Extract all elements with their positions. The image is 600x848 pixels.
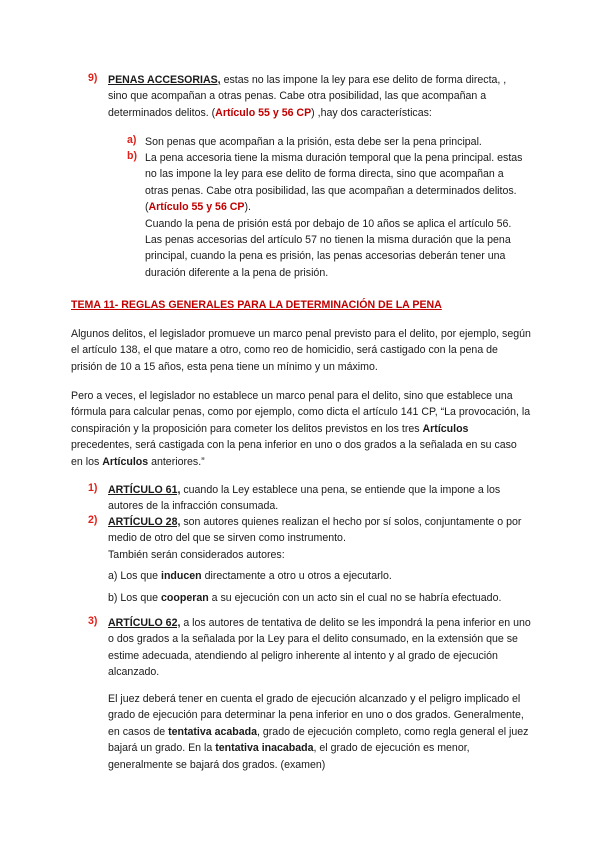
list-item-3-paragraph-2 [108, 691, 533, 773]
option-b-text-1: b) Los que [108, 592, 162, 604]
item3-p2-text-3: , el grado de ejecución es menor, generalmente se bajará dos grados. (examen) [108, 742, 470, 771]
list-item-2-heading: ARTÍCULO 28, [108, 516, 181, 528]
list-item-1 [108, 482, 533, 515]
list-item-3 [108, 615, 533, 681]
list-item-2-text: son autores quienes realizan el hecho por sí solos, conjuntamente o por medio de otro del que se sirven como instrumento. [108, 516, 522, 545]
item9-paragraph [108, 72, 518, 121]
item9-sub-b-1: La pena accesoria tiene la misma duración temporal que la pena principal. estas no las impone la ley para ese delito de forma directa, sino que acompañan a otras penas. Cabe otra posibilidad, las que acompañan a determinados delitos. ( [145, 152, 523, 214]
item9-text-a: estas no las impone la ley para ese delito de forma directa, , sino que acompañan a otras penas. Cabe otra posibilidad, las que acompañan a determinados delitos. ( [108, 74, 507, 119]
item9-ref: Artículo 55 y 56 CP [215, 106, 312, 119]
list-number-1: 1) [88, 482, 98, 494]
list-item-2-option-b [108, 590, 533, 606]
tema-title: TEMA 11- REGLAS GENERALES PARA LA DETERMINACIÓN DE LA PENA [71, 299, 442, 311]
item9-text-b: ) ,hay dos características: [311, 106, 432, 119]
item3-p2-text-2: , grado de ejecución completo, como regla general el juez bajará un grado. En la [108, 725, 529, 755]
item3-p2-bold-2: tentativa inacabada [215, 742, 314, 755]
list-item-3-heading: ARTÍCULO 62, [108, 617, 181, 629]
option-a-text-1: a) Los que [108, 570, 162, 582]
paragraph-1: Algunos delitos, el legislador promueve un marco penal previsto para el delito, por ejemplo, según el artículo 138, el que matare a otro, como reo de homicidio, será castigado con la pena de prisión de 10 a 15 años, esta pena tiene un mínimo y un máximo. [71, 328, 531, 373]
list-item-2 [108, 514, 533, 563]
sub-letter-b: b) [127, 150, 137, 162]
item9-sub-b-3: Cuando la pena de prisión está por debajo de 10 años se aplica el artículo 56. [145, 217, 512, 230]
paragraph-2-text-3: anteriores.” [148, 455, 205, 468]
option-b-bold: cooperan [161, 592, 209, 604]
paragraph-2 [71, 388, 531, 470]
item9-sub-b-ref: Artículo 55 y 56 CP [148, 201, 245, 214]
item9-sub-b [145, 150, 530, 281]
list-number-2: 2) [88, 514, 98, 526]
item3-p2-bold-1: tentativa acabada [168, 725, 257, 738]
option-a-text-2: directamente a otro u otros a ejecutarlo. [201, 570, 392, 582]
paragraph-2-bold-2: Artículos [102, 455, 149, 468]
list-item-2-extra: También serán considerados autores: [108, 548, 285, 561]
sub-letter-a: a) [127, 134, 137, 146]
option-b-text-2: a su ejecución con un acto sin el cual no se habría efectuado. [208, 592, 502, 604]
item9-sub-b-4: Las penas accesorias del artículo 57 no tienen la misma duración que la pena principal, cuando la pena es prisión, las penas accesorias deberán tener una duración diferente a la pena de prisión. [145, 234, 511, 279]
paragraph-2-text-1: Pero a veces, el legislador no establece un marco penal para el delito, sino que establece una fórmula para calcular penas, como por ejemplo, como dicta el artículo 141 CP, “La provocación, la conspiración y la proposición para cometer los delitos previstos en los tres [71, 390, 531, 435]
item9-sub-b-2: ). [244, 201, 251, 214]
paragraph-2-bold-1: Artículos [422, 422, 469, 435]
list-item-1-heading: ARTÍCULO 61, [108, 484, 181, 496]
option-a-bold: inducen [161, 570, 202, 582]
item3-p2-text-1: El juez deberá tener en cuenta el grado de ejecución alcanzado y el peligro implicado el grado de ejecución para determinar la pena inferior en uno o dos grados. Generalmente, en casos de [108, 693, 524, 738]
paragraph-2-text-2: precedentes, será castigada con la pena inferior en uno o dos grados a la señalada en su caso en los [71, 439, 517, 468]
list-number-9: 9) [88, 72, 98, 84]
list-item-3-text: a los autores de tentativa de delito se les impondrá la pena inferior en uno o dos grados a la señalada por la Ley para el delito consumado, en la extensión que se estime adecuada, atendiendo al peligro inherente al intento y al grado de ejecución alcanzado. [108, 617, 531, 679]
item9-sub-a: Son penas que acompañan a la prisión, esta debe ser la pena principal. [145, 136, 482, 148]
list-item-2-option-a [108, 568, 533, 584]
item9-heading: PENAS ACCESORIAS, [108, 74, 221, 86]
list-number-3: 3) [88, 615, 98, 627]
list-item-1-text: cuando la Ley establece una pena, se entiende que la impone a los autores de la infracción consumada. [108, 484, 501, 513]
